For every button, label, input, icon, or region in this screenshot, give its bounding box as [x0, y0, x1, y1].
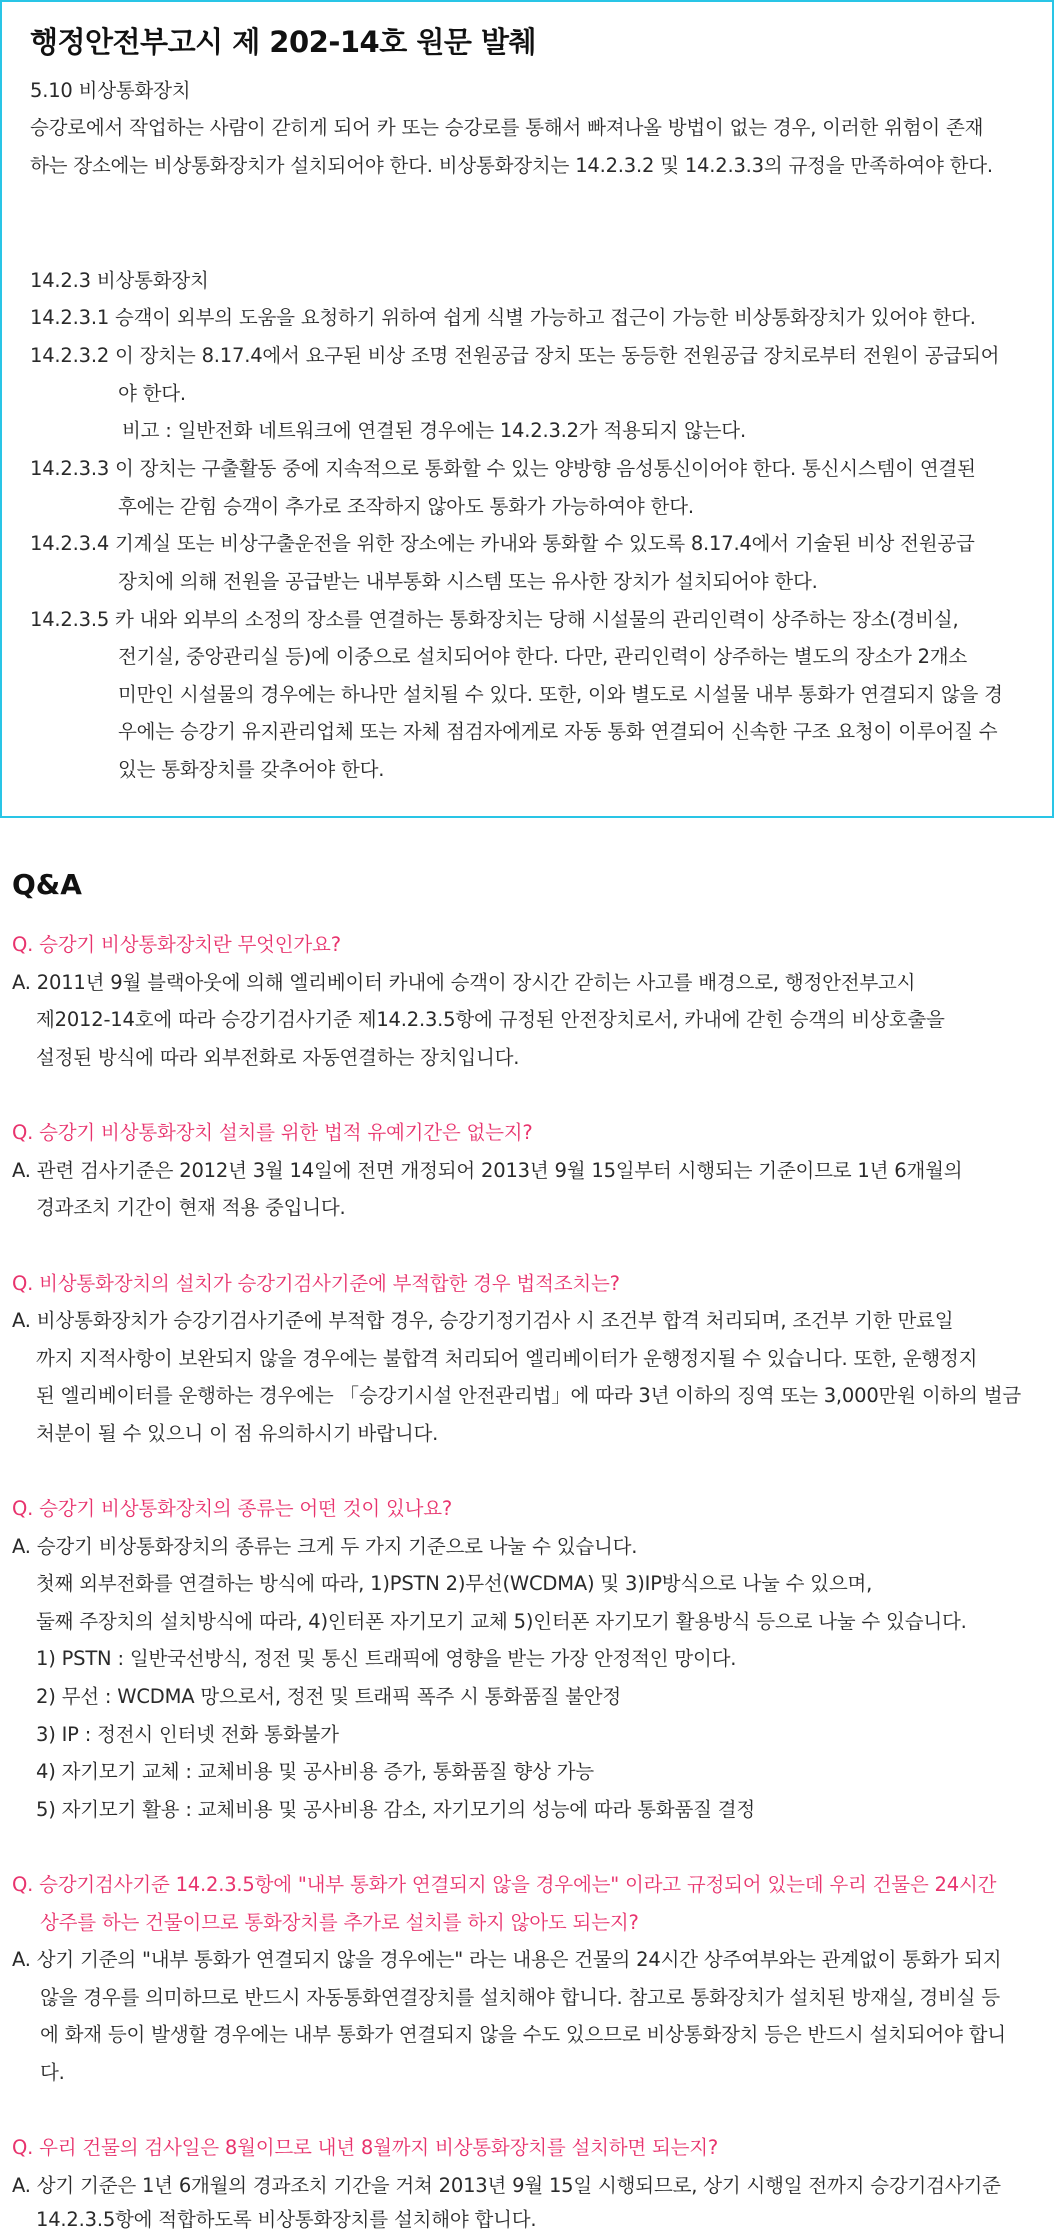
answer-3-line: A. 비상통화장치가 승강기검사기준에 부적합 경우, 승강기정기검사 시 조건부 합격 처리되며, 조건부 기한 만료일: [12, 1309, 954, 1332]
question-3: Q. 비상통화장치의 설치가 승강기검사기준에 부적합한 경우 법적조치는?: [12, 1272, 620, 1295]
answer-3-line: 된 엘리베이터를 운행하는 경우에는 「승강기시설 안전관리법」에 따라 3년 이하의 징역 또는 3,000만원 이하의 벌금: [36, 1384, 1022, 1407]
qa-title: Q&A: [12, 868, 82, 901]
answer-5-line: A. 상기 기준의 "내부 통화가 연결되지 않을 경우에는" 라는 내용은 건물의 24시간 상주여부와는 관계없이 통화가 되지: [12, 1948, 1002, 1971]
answer-4-line: A. 승강기 비상통화장치의 종류는 크게 두 가지 기준으로 나눌 수 있습니다.: [12, 1535, 638, 1558]
answer-4-item: 1) PSTN : 일반국선방식, 정전 및 통신 트래픽에 영향을 받는 가장 안정적인 망이다.: [36, 1647, 737, 1670]
notice-excerpt-box: [0, 0, 1054, 818]
answer-1-line: A. 2011년 9월 블랙아웃에 의해 엘리베이터 카내에 승객이 장시간 갇히는 사고를 배경으로, 행정안전부고시: [12, 971, 916, 994]
section-5-10-text-line: 하는 장소에는 비상통화장치가 설치되어야 한다. 비상통화장치는 14.2.3.2 및 14.2.3.3의 규정을 만족하여야 한다.: [30, 154, 993, 177]
clause-14-2-3-5-cont: 미만인 시설물의 경우에는 하나만 설치될 수 있다. 또한, 이와 별도로 시설물 내부 통화가 연결되지 않을 경: [118, 683, 1003, 706]
question-2: Q. 승강기 비상통화장치 설치를 위한 법적 유예기간은 없는지?: [12, 1121, 533, 1144]
answer-1-line: 제2012-14호에 따라 승강기검사기준 제14.2.3.5항에 규정된 안전장치로서, 카내에 갇힌 승객의 비상호출을: [36, 1008, 945, 1031]
clause-14-2-3-2-note: 비고 : 일반전화 네트워크에 연결된 경우에는 14.2.3.2가 적용되지 않는다.: [122, 419, 746, 442]
answer-4-item: 4) 자기모기 교체 : 교체비용 및 공사비용 증가, 통화품질 향상 가능: [36, 1760, 594, 1783]
answer-4-line: 둘째 주장치의 설치방식에 따라, 4)인터폰 자기모기 교체 5)인터폰 자기모기 활용방식 등으로 나눌 수 있습니다.: [36, 1610, 967, 1633]
clause-14-2-3-5-cont: 전기실, 중앙관리실 등)에 이중으로 설치되어야 한다. 다만, 관리인력이 상주하는 별도의 장소가 2개소: [118, 645, 968, 668]
clause-14-2-3-3-cont: 후에는 갇힘 승객이 추가로 조작하지 않아도 통화가 가능하여야 한다.: [118, 495, 694, 518]
clause-14-2-3-4: 14.2.3.4 기계실 또는 비상구출운전을 위한 장소에는 카내와 통화할 수 있도록 8.17.4에서 기술된 비상 전원공급: [30, 532, 975, 555]
answer-4-item: 3) IP : 정전시 인터넷 전화 통화불가: [36, 1723, 339, 1746]
question-1: Q. 승강기 비상통화장치란 무엇인가요?: [12, 933, 341, 956]
answer-2-line: 경과조치 기간이 현재 적용 중입니다.: [36, 1196, 346, 1219]
section-5-10-heading: 5.10 비상통화장치: [30, 79, 191, 102]
answer-5-line: 에 화재 등이 발생할 경우에는 내부 통화가 연결되지 않을 수도 있으므로 비상통화장치 등은 반드시 설치되어야 합니: [40, 2023, 1006, 2046]
answer-6-line: 14.2.3.5항에 적합하도록 비상통화장치를 설치해야 합니다.: [36, 2208, 537, 2231]
answer-6-line: A. 상기 기준은 1년 6개월의 경과조치 기간을 거쳐 2013년 9월 15일 시행되므로, 상기 시행일 전까지 승강기검사기준: [12, 2174, 1001, 2197]
answer-3-line: 까지 지적사항이 보완되지 않을 경우에는 불합격 처리되어 엘리베이터가 운행정지될 수 있습니다. 또한, 운행정지: [36, 1347, 978, 1370]
answer-1-line: 설정된 방식에 따라 외부전화로 자동연결하는 장치입니다.: [36, 1046, 520, 1069]
clause-14-2-3-1: 14.2.3.1 승객이 외부의 도움을 요청하기 위하여 쉽게 식별 가능하고 접근이 가능한 비상통화장치가 있어야 한다.: [30, 306, 976, 329]
answer-5-line: 않을 경우를 의미하므로 반드시 자동통화연결장치를 설치해야 합니다. 참고로 통화장치가 설치된 방재실, 경비실 등: [40, 1986, 1000, 2009]
clause-14-2-3-4-cont: 장치에 의해 전원을 공급받는 내부통화 시스템 또는 유사한 장치가 설치되어야 한다.: [118, 570, 818, 593]
question-5-cont: 상주를 하는 건물이므로 통화장치를 추가로 설치를 하지 않아도 되는지?: [40, 1911, 639, 1934]
answer-4-item: 2) 무선 : WCDMA 망으로서, 정전 및 트래픽 폭주 시 통화품질 불안정: [36, 1685, 622, 1708]
clause-14-2-3-5-cont: 있는 통화장치를 갖추어야 한다.: [118, 758, 385, 781]
clause-14-2-3-5: 14.2.3.5 카 내와 외부의 소정의 장소를 연결하는 통화장치는 당해 시설물의 관리인력이 상주하는 장소(경비실,: [30, 608, 959, 631]
answer-4-line: 첫째 외부전화를 연결하는 방식에 따라, 1)PSTN 2)무선(WCDMA) 및 3)IP방식으로 나눌 수 있으며,: [36, 1572, 873, 1595]
clause-14-2-3-2-cont: 야 한다.: [118, 382, 186, 405]
answer-5-line: 다.: [40, 2061, 65, 2084]
answer-2-line: A. 관련 검사기준은 2012년 3월 14일에 전면 개정되어 2013년 9월 15일부터 시행되는 기준이므로 1년 6개월의: [12, 1159, 963, 1182]
clause-14-2-3-2: 14.2.3.2 이 장치는 8.17.4에서 요구된 비상 조명 전원공급 장치 또는 동등한 전원공급 장치로부터 전원이 공급되어: [30, 344, 1000, 367]
section-5-10-text-line: 승강로에서 작업하는 사람이 갇히게 되어 카 또는 승강로를 통해서 빠져나올 방법이 없는 경우, 이러한 위험이 존재: [30, 116, 984, 139]
question-4: Q. 승강기 비상통화장치의 종류는 어떤 것이 있나요?: [12, 1497, 453, 1520]
clause-14-2-3-3: 14.2.3.3 이 장치는 구출활동 중에 지속적으로 통화할 수 있는 양방향 음성통신이어야 한다. 통신시스템이 연결된: [30, 457, 976, 480]
answer-3-line: 처분이 될 수 있으니 이 점 유의하시기 바랍니다.: [36, 1422, 439, 1445]
question-5: Q. 승강기검사기준 14.2.3.5항에 "내부 통화가 연결되지 않을 경우에는" 이라고 규정되어 있는데 우리 건물은 24시간: [12, 1873, 997, 1896]
question-6: Q. 우리 건물의 검사일은 8월이므로 내년 8월까지 비상통화장치를 설치하면 되는지?: [12, 2136, 719, 2159]
notice-title: 행정안전부고시 제 202-14호 원문 발췌: [30, 25, 536, 59]
section-14-2-3-heading: 14.2.3 비상통화장치: [30, 269, 209, 292]
clause-14-2-3-5-cont: 우에는 승강기 유지관리업체 또는 자체 점검자에게로 자동 통화 연결되어 신속한 구조 요청이 이루어질 수: [118, 720, 998, 743]
answer-4-item: 5) 자기모기 활용 : 교체비용 및 공사비용 감소, 자기모기의 성능에 따라 통화품질 결정: [36, 1798, 755, 1821]
